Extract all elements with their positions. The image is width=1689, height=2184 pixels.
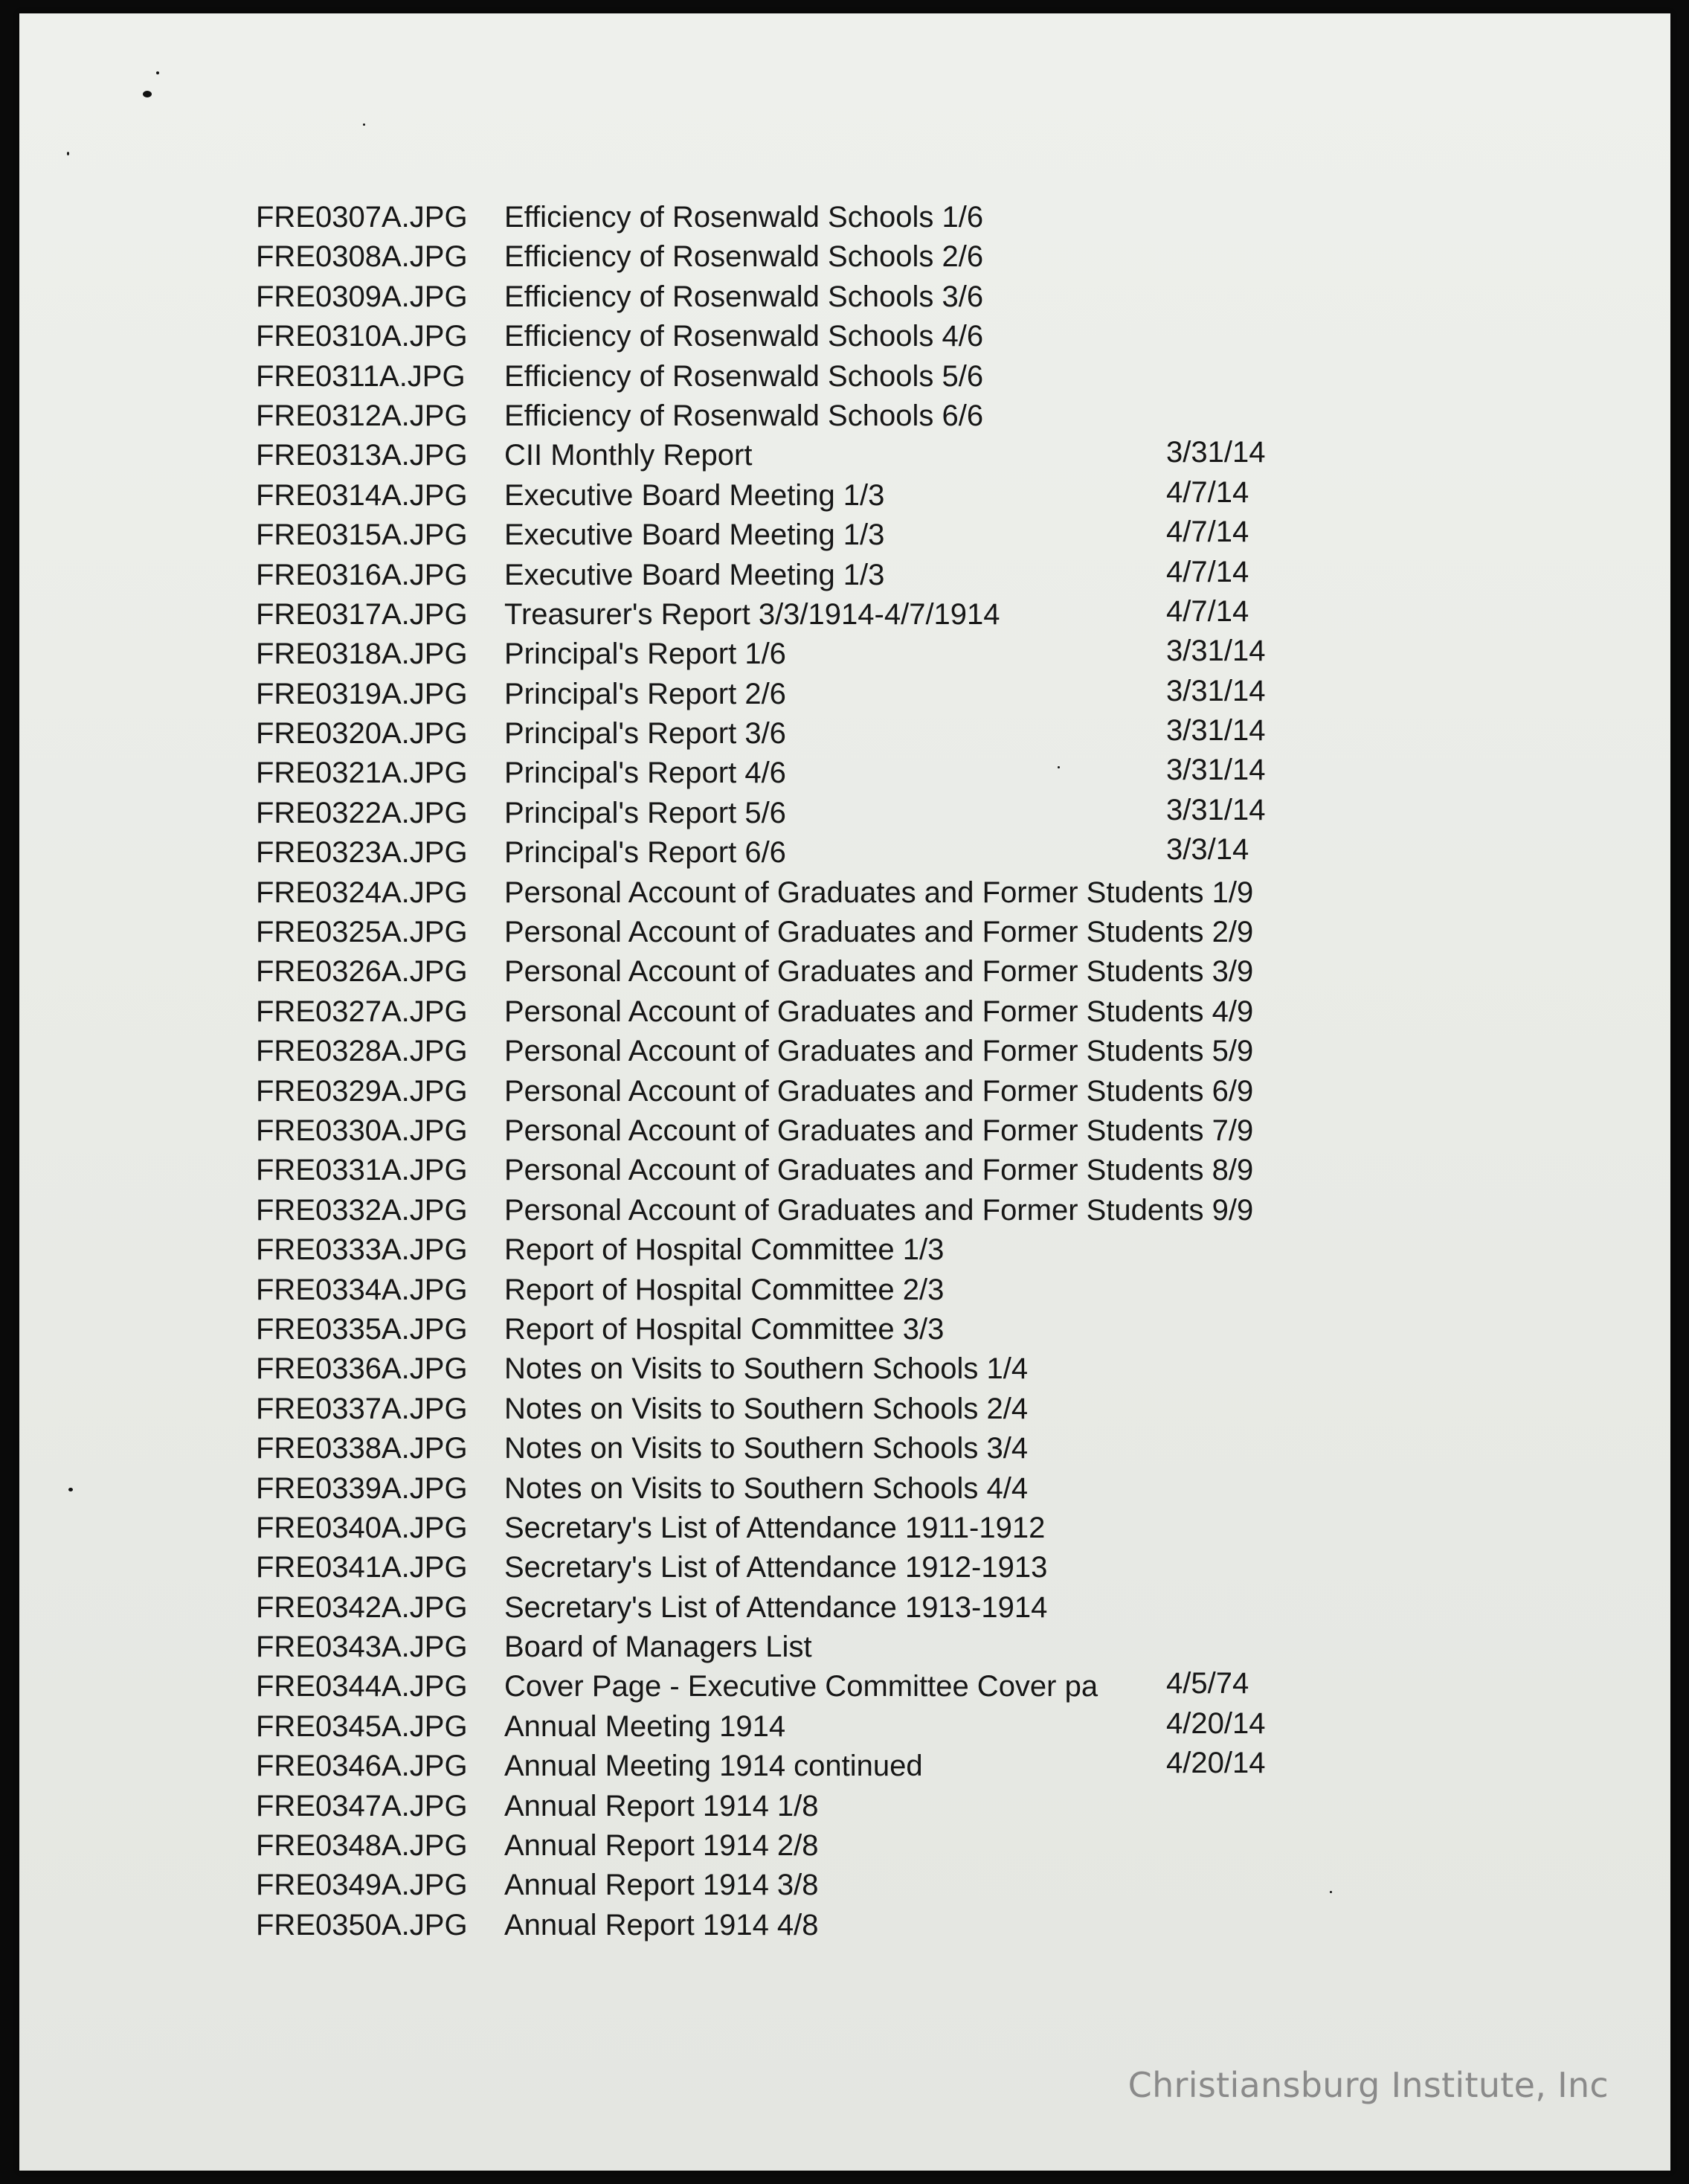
file-name: FRE0325A.JPG — [256, 916, 468, 949]
list-item — [250, 1151, 1440, 1190]
document-date: 4/20/14 — [1166, 1747, 1266, 1780]
file-name: FRE0330A.JPG — [256, 1114, 468, 1147]
document-title: Secretary's List of Attendance 1913-1914 — [504, 1590, 1048, 1624]
file-name: FRE0348A.JPG — [256, 1829, 468, 1863]
file-name: FRE0327A.JPG — [256, 995, 468, 1028]
file-name: FRE0323A.JPG — [256, 836, 468, 870]
document-title: Cover Page - Executive Committee Cover pa — [504, 1670, 1098, 1703]
file-name: FRE0316A.JPG — [256, 558, 468, 591]
list-item — [250, 675, 1440, 714]
list-item — [250, 1826, 1440, 1866]
ink-speck — [363, 123, 365, 126]
document-title: Personal Account of Graduates and Former Students 1/9 — [504, 876, 1254, 909]
document-title: Efficiency of Rosenwald Schools 5/6 — [504, 359, 984, 393]
list-item — [250, 1469, 1440, 1509]
document-title: Principal's Report 3/6 — [504, 717, 786, 751]
file-name: FRE0341A.JPG — [256, 1551, 468, 1584]
list-item — [250, 277, 1440, 317]
file-name: FRE0346A.JPG — [256, 1750, 468, 1783]
document-title: Report of Hospital Committee 3/3 — [504, 1312, 945, 1346]
document-date: 3/31/14 — [1166, 793, 1266, 826]
document-title: Report of Hospital Committee 1/3 — [504, 1233, 945, 1267]
file-name: FRE0340A.JPG — [256, 1511, 468, 1544]
document-title: Annual Meeting 1914 — [504, 1709, 786, 1743]
list-item — [250, 873, 1440, 913]
document-title: Secretary's List of Attendance 1911-1912 — [504, 1511, 1046, 1544]
file-name: FRE0320A.JPG — [256, 717, 468, 751]
document-title: Annual Meeting 1914 continued — [504, 1750, 923, 1783]
list-item — [250, 1390, 1440, 1429]
list-item — [250, 714, 1440, 754]
document-title: Secretary's List of Attendance 1912-1913 — [504, 1551, 1048, 1584]
document-title: Personal Account of Graduates and Former Students 4/9 — [504, 995, 1254, 1028]
file-name: FRE0338A.JPG — [256, 1432, 468, 1465]
list-item — [250, 1787, 1440, 1826]
document-title: Personal Account of Graduates and Former Students 5/9 — [504, 1035, 1254, 1068]
document-title: Notes on Visits to Southern Schools 2/4 — [504, 1392, 1029, 1425]
file-name: FRE0350A.JPG — [256, 1908, 468, 1941]
document-title: Efficiency of Rosenwald Schools 2/6 — [504, 240, 984, 274]
list-item — [250, 396, 1440, 436]
document-date: 4/5/74 — [1166, 1667, 1249, 1700]
file-name: FRE0349A.JPG — [256, 1869, 468, 1902]
document-title: Annual Report 1914 4/8 — [504, 1908, 819, 1941]
file-name: FRE0311A.JPG — [256, 359, 466, 393]
ink-speck — [143, 91, 152, 97]
list-item — [250, 476, 1440, 516]
document-title: Principal's Report 5/6 — [504, 796, 786, 829]
document-title: Efficiency of Rosenwald Schools 1/6 — [504, 201, 984, 234]
document-title: Personal Account of Graduates and Former Students 3/9 — [504, 955, 1254, 989]
document-title: Notes on Visits to Southern Schools 1/4 — [504, 1352, 1029, 1386]
document-title: Personal Account of Graduates and Former Students 7/9 — [504, 1114, 1254, 1147]
document-title: Treasurer's Report 3/3/1914-4/7/1914 — [504, 597, 1000, 631]
list-item — [250, 635, 1440, 674]
document-title: Annual Report 1914 2/8 — [504, 1829, 819, 1863]
list-item — [250, 1906, 1440, 1945]
list-item — [250, 1707, 1440, 1747]
list-item — [250, 1032, 1440, 1071]
file-name: FRE0336A.JPG — [256, 1352, 468, 1386]
file-name: FRE0337A.JPG — [256, 1392, 468, 1425]
document-title: Principal's Report 4/6 — [504, 757, 786, 790]
document-title: Personal Account of Graduates and Former Students 8/9 — [504, 1154, 1254, 1187]
list-item — [250, 1866, 1440, 1905]
document-title: Efficiency of Rosenwald Schools 3/6 — [504, 280, 984, 313]
list-item — [250, 794, 1440, 833]
file-name: FRE0310A.JPG — [256, 320, 468, 353]
file-name: FRE0333A.JPG — [256, 1233, 468, 1267]
file-name: FRE0345A.JPG — [256, 1709, 468, 1743]
document-title: Board of Managers List — [504, 1631, 812, 1664]
watermark: Christiansburg Institute, Inc — [1127, 2065, 1609, 2105]
list-item — [250, 436, 1440, 475]
document-date: 4/7/14 — [1166, 555, 1249, 588]
document-title: Notes on Visits to Southern Schools 3/4 — [504, 1432, 1029, 1465]
document-title: Report of Hospital Committee 2/3 — [504, 1273, 945, 1306]
list-item — [250, 992, 1440, 1032]
file-name: FRE0342A.JPG — [256, 1590, 468, 1624]
list-item — [250, 833, 1440, 873]
document-title: CII Monthly Report — [504, 439, 753, 472]
document-title: Personal Account of Graduates and Former Students 9/9 — [504, 1193, 1254, 1227]
file-name: FRE0322A.JPG — [256, 796, 468, 829]
list-item — [250, 1628, 1440, 1667]
file-name: FRE0319A.JPG — [256, 677, 468, 710]
list-item — [250, 556, 1440, 595]
file-name: FRE0309A.JPG — [256, 280, 468, 313]
document-title: Personal Account of Graduates and Former Students 6/9 — [504, 1074, 1254, 1108]
document-title: Efficiency of Rosenwald Schools 4/6 — [504, 320, 984, 353]
document-date: 3/3/14 — [1166, 833, 1249, 867]
file-name: FRE0313A.JPG — [256, 439, 468, 472]
file-name: FRE0329A.JPG — [256, 1074, 468, 1108]
file-name: FRE0317A.JPG — [256, 597, 468, 631]
ink-speck — [68, 1488, 73, 1491]
file-name: FRE0312A.JPG — [256, 399, 468, 432]
file-name: FRE0343A.JPG — [256, 1631, 468, 1664]
file-name: FRE0328A.JPG — [256, 1035, 468, 1068]
file-name: FRE0315A.JPG — [256, 518, 468, 552]
list-item — [250, 237, 1440, 277]
document-date: 4/7/14 — [1166, 475, 1249, 509]
document-title: Notes on Visits to Southern Schools 4/4 — [504, 1471, 1029, 1505]
file-name: FRE0324A.JPG — [256, 876, 468, 909]
file-name: FRE0347A.JPG — [256, 1789, 468, 1822]
file-name: FRE0332A.JPG — [256, 1193, 468, 1227]
file-name: FRE0314A.JPG — [256, 478, 468, 512]
list-item — [250, 1271, 1440, 1310]
document-page — [19, 13, 1670, 2171]
list-item — [250, 913, 1440, 952]
document-title: Executive Board Meeting 1/3 — [504, 478, 885, 512]
file-name: FRE0308A.JPG — [256, 240, 468, 274]
document-date: 3/31/14 — [1166, 436, 1266, 469]
list-item — [250, 1429, 1440, 1468]
list-item — [250, 1349, 1440, 1389]
ink-speck — [67, 152, 69, 155]
document-title: Annual Report 1914 3/8 — [504, 1869, 819, 1902]
list-item — [250, 1230, 1440, 1270]
file-name: FRE0307A.JPG — [256, 201, 468, 234]
document-date: 4/20/14 — [1166, 1706, 1266, 1740]
file-name: FRE0326A.JPG — [256, 955, 468, 989]
list-item — [250, 1548, 1440, 1587]
document-date: 3/31/14 — [1166, 674, 1266, 707]
file-name: FRE0335A.JPG — [256, 1312, 468, 1346]
list-item — [250, 317, 1440, 356]
list-item — [250, 1191, 1440, 1230]
document-date: 3/31/14 — [1166, 714, 1266, 748]
file-name: FRE0318A.JPG — [256, 637, 468, 671]
list-item — [250, 357, 1440, 396]
document-title: Annual Report 1914 1/8 — [504, 1789, 819, 1822]
list-item — [250, 1588, 1440, 1628]
document-title: Principal's Report 1/6 — [504, 637, 786, 671]
document-title: Personal Account of Graduates and Former Students 2/9 — [504, 916, 1254, 949]
document-date: 4/7/14 — [1166, 594, 1249, 628]
file-name: FRE0321A.JPG — [256, 757, 468, 790]
list-item — [250, 595, 1440, 635]
file-name: FRE0339A.JPG — [256, 1471, 468, 1505]
file-list — [250, 198, 1440, 1945]
list-item — [250, 1310, 1440, 1349]
list-item — [250, 1667, 1440, 1706]
list-item — [250, 1111, 1440, 1151]
document-title: Executive Board Meeting 1/3 — [504, 558, 885, 591]
document-date: 3/31/14 — [1166, 635, 1266, 668]
list-item — [250, 952, 1440, 992]
document-title: Executive Board Meeting 1/3 — [504, 518, 885, 552]
list-item — [250, 1072, 1440, 1111]
document-date: 3/31/14 — [1166, 754, 1266, 787]
document-title: Efficiency of Rosenwald Schools 6/6 — [504, 399, 984, 432]
list-item — [250, 198, 1440, 237]
list-item — [250, 516, 1440, 555]
document-title: Principal's Report 2/6 — [504, 677, 786, 710]
list-item — [250, 1509, 1440, 1548]
document-title: Principal's Report 6/6 — [504, 836, 786, 870]
list-item — [250, 1747, 1440, 1786]
ink-speck — [156, 71, 159, 74]
document-date: 4/7/14 — [1166, 516, 1249, 549]
file-name: FRE0344A.JPG — [256, 1670, 468, 1703]
list-item — [250, 754, 1440, 793]
file-name: FRE0331A.JPG — [256, 1154, 468, 1187]
file-name: FRE0334A.JPG — [256, 1273, 468, 1306]
